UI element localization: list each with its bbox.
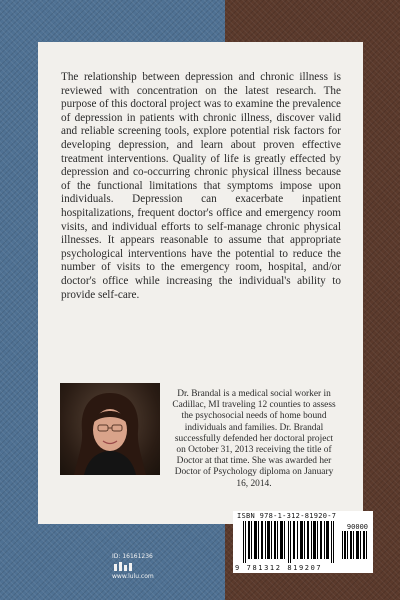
book-description: The relationship between depression and chronic illness is reviewed with concentration on the latest research. The purpose of this doctoral project was to examine the prevalence of depression in patients with chronic illness, discover valid and reliable screening tools, explore potential risk factors for developing depression, and learn about proven effective treatment interventions. Quality of life is greatly effected by depression and co-occurring chronic physical illness because of the functional limitations that symptoms impose upon individuals. Depression can exacerbate inpatient hospitalizations, frequent doctor's office and emergency room visits, and individual efforts to self-manage chronic physical illnesses. It appears reasonable to assume that appropriate psychological interventions have the potential to reduce the number of visits to the emergency room, hospital, and/or doctor's office while increasing the individual's ability to provide self-care. [61,71,341,301]
isbn-number: ISBN 978-1-312-81920-7 [237,512,337,520]
barcode-digits: 9 781312 819207 [235,564,323,572]
isbn-barcode [233,511,373,573]
publisher-url: www.lulu.com [112,573,154,580]
barcode-bars-icon [242,521,337,563]
price-code: 90000 [346,523,368,531]
price-barcode-icon [342,531,368,559]
publisher-label [112,553,182,583]
author-photo [60,383,160,475]
lulu-logo-icon [114,562,136,571]
publisher-id: ID: 16161236 [112,553,153,560]
author-bio: Dr. Brandal is a medical social worker in Cadillac, MI traveling 12 counties to assess the psychosocial needs of home bound individuals and families. Dr. Brandal successfully defended her doctoral project on October 31, 2013 receiving the title of Doctor at that time. She was awarded her Doctor of Psychology diploma on January 16, 2014. [172,389,336,489]
